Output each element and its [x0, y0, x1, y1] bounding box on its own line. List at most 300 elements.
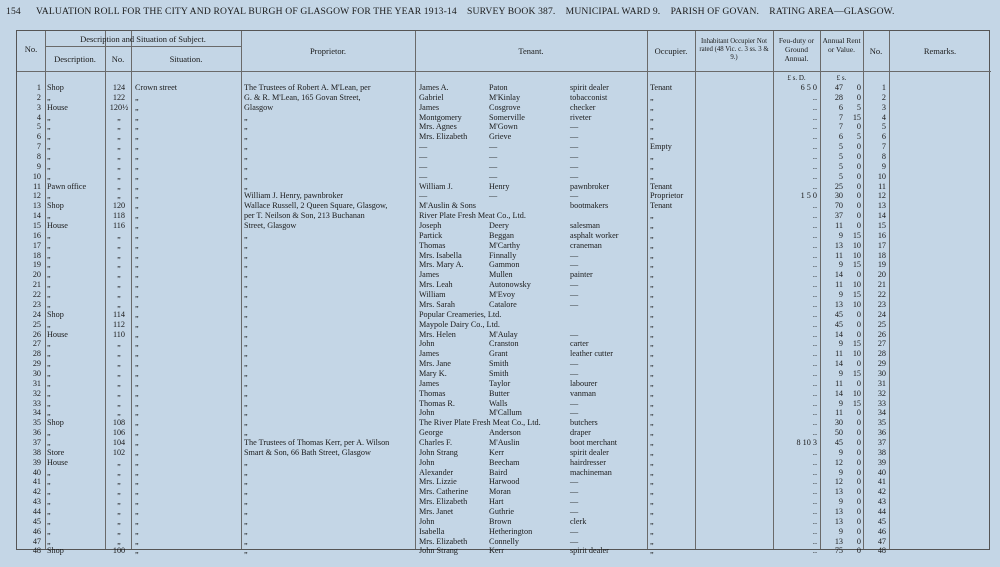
cell-rs: 0 — [856, 418, 861, 428]
cell-no-right: 1 — [881, 83, 886, 92]
cell-p: Street, Glasgow — [244, 221, 297, 231]
cell-rs: 0 — [856, 526, 861, 536]
cell-d: „ — [47, 319, 51, 329]
col-header-no-right: No. — [869, 46, 883, 56]
cell-o: Tenant — [650, 201, 673, 211]
cell-feu: .. — [812, 506, 817, 516]
cell-feu: .. — [812, 250, 817, 260]
cell-feu: .. — [812, 211, 817, 221]
cell-no-right: 6 — [881, 132, 886, 142]
cell-feu: 8 10 3 — [796, 437, 817, 447]
cell-num: „ — [117, 280, 121, 290]
table-row — [17, 418, 991, 428]
cell-tf: John — [419, 516, 435, 526]
cell-rp: 14 — [834, 359, 843, 369]
cell-ts: Kerr — [489, 546, 504, 556]
cell-feu: .. — [812, 526, 817, 536]
cell-ts: Somerville — [489, 112, 525, 122]
cell-rp: 6 — [838, 102, 843, 112]
cell-no-right: 18 — [877, 250, 886, 260]
cell-o: „ — [650, 467, 654, 477]
cell-n: 41 — [32, 477, 41, 487]
cell-d: Shop — [47, 201, 64, 211]
cell-sit: „ — [135, 408, 139, 418]
cell-feu: .. — [812, 290, 817, 300]
cell-rp: 7 — [838, 112, 843, 122]
cell-tt: — — [570, 408, 579, 418]
cell-o: „ — [650, 290, 654, 300]
cell-no-right: 7 — [881, 142, 886, 152]
table-row — [17, 487, 991, 497]
cell-o: „ — [650, 329, 654, 339]
cell-tf: James — [419, 102, 440, 112]
cell-no-right: 26 — [877, 329, 886, 339]
table-row — [17, 241, 991, 251]
cell-ts: Connelly — [489, 536, 520, 546]
table-row — [17, 379, 991, 389]
cell-rs: 0 — [856, 467, 861, 477]
cell-num: „ — [117, 250, 121, 260]
cell-tf: Mrs. Janet — [419, 506, 454, 516]
cell-d: Shop — [47, 546, 64, 556]
cell-tt: carter — [570, 339, 589, 349]
cell-rs: 5 — [856, 102, 861, 112]
cell-d: „ — [47, 240, 51, 250]
cell-ts: Hart — [489, 497, 504, 507]
cell-rs: 0 — [856, 171, 861, 181]
cell-num: 112 — [113, 319, 125, 329]
cell-num: „ — [117, 299, 121, 309]
cell-tf: Mrs. Helen — [419, 329, 456, 339]
table-row — [17, 251, 991, 261]
cell-feu: .. — [812, 152, 817, 162]
cell-num: „ — [117, 497, 121, 507]
cell-rs: 0 — [856, 536, 861, 546]
cell-tf: James — [419, 349, 440, 359]
cell-p: „ — [244, 349, 248, 359]
table-row — [17, 172, 991, 182]
cell-rp: 9 — [838, 260, 843, 270]
cell-o: „ — [650, 240, 654, 250]
cell-tt: — — [570, 122, 579, 132]
cell-num: „ — [117, 161, 121, 171]
cell-sit: „ — [135, 112, 139, 122]
cell-o: „ — [650, 398, 654, 408]
cell-feu: .. — [812, 230, 817, 240]
cell-no-right: 22 — [877, 290, 886, 300]
cell-p: „ — [244, 309, 248, 319]
cell-num: 100 — [112, 546, 126, 556]
cell-tf: James — [419, 270, 440, 280]
cell-rs: 15 — [852, 290, 861, 300]
cell-feu: .. — [812, 181, 817, 191]
cell-n: 26 — [32, 329, 41, 339]
cell-ts: Butter — [489, 388, 510, 398]
cell-rs: 15 — [852, 339, 861, 349]
cell-ts: Baird — [489, 467, 508, 477]
cell-o: „ — [650, 349, 654, 359]
cell-tt: bootmakers — [570, 201, 609, 211]
cell-feu: .. — [812, 122, 817, 132]
table-row — [17, 83, 991, 93]
cell-o: „ — [650, 339, 654, 349]
cell-n: 15 — [32, 221, 41, 231]
cell-sit: „ — [135, 349, 139, 359]
cell-o: „ — [650, 230, 654, 240]
cell-o: „ — [650, 270, 654, 280]
cell-p: „ — [244, 230, 248, 240]
cell-sit: Crown street — [135, 83, 178, 92]
cell-n: 31 — [32, 378, 41, 388]
cell-tt: pawnbroker — [570, 181, 610, 191]
cell-rs: 0 — [856, 92, 861, 102]
cell-p: „ — [244, 497, 248, 507]
table-row — [17, 477, 991, 487]
cell-n: 44 — [32, 506, 41, 516]
cell-num: „ — [117, 398, 121, 408]
cell-no-right: 31 — [877, 378, 886, 388]
cell-rs: 10 — [852, 240, 861, 250]
cell-num: 104 — [112, 437, 126, 447]
cell-p: Wallace Russell, 2 Queen Square, Glasgow, — [244, 201, 388, 211]
cell-p: „ — [244, 398, 248, 408]
cell-tf: — — [419, 191, 428, 201]
cell-no-right: 30 — [877, 368, 886, 378]
cell-tf: James — [419, 378, 440, 388]
cell-ts: Gammon — [489, 260, 520, 270]
cell-tf: Mrs. Jane — [419, 359, 451, 369]
cell-tf: Joseph — [419, 221, 442, 231]
cell-no-right: 24 — [877, 309, 886, 319]
cell-d: „ — [47, 122, 51, 132]
cell-rs: 0 — [856, 142, 861, 152]
cell-sit: „ — [135, 181, 139, 191]
cell-o: „ — [650, 359, 654, 369]
cell-n: 46 — [32, 526, 41, 536]
cell-feu: .. — [812, 497, 817, 507]
cell-no-right: 2 — [881, 92, 886, 102]
cell-tf: James A. — [419, 83, 449, 92]
cell-feu: .. — [812, 418, 817, 428]
cell-n: 38 — [32, 447, 41, 457]
cell-no-right: 27 — [877, 339, 886, 349]
cell-num: „ — [117, 388, 121, 398]
cell-feu: .. — [812, 398, 817, 408]
cell-p: „ — [244, 339, 248, 349]
cell-sit: „ — [135, 506, 139, 516]
cell-d: House — [47, 221, 68, 231]
cell-rp: 28 — [834, 92, 843, 102]
cell-n: 47 — [32, 536, 41, 546]
table-row — [17, 191, 991, 201]
cell-tf: — — [419, 152, 428, 162]
cell-no-right: 32 — [877, 388, 886, 398]
cell-tf: Maypole Dairy Co., Ltd. — [419, 319, 500, 329]
cell-n: 10 — [32, 171, 41, 181]
cell-num: „ — [117, 526, 121, 536]
cell-no-right: 34 — [877, 408, 886, 418]
cell-o: „ — [650, 221, 654, 231]
cell-sit: „ — [135, 201, 139, 211]
cell-o: „ — [650, 536, 654, 546]
roll-title: VALUATION ROLL FOR THE CITY AND ROYAL BURGH OF GLASGOW FOR THE YEAR 1913-14 — [35, 6, 457, 17]
cell-no-right: 25 — [877, 319, 886, 329]
cell-o: „ — [650, 211, 654, 221]
cell-rs: 0 — [856, 447, 861, 457]
cell-tf: Thomas R. — [419, 398, 455, 408]
cell-d: „ — [47, 290, 51, 300]
cell-feu: .. — [812, 92, 817, 102]
cell-sit: „ — [135, 457, 139, 467]
cell-p: „ — [244, 132, 248, 142]
cell-ts: Beggan — [489, 230, 515, 240]
cell-tf: Mary K. — [419, 368, 447, 378]
cell-p: „ — [244, 516, 248, 526]
cell-rp: 5 — [838, 171, 843, 181]
cell-rp: 13 — [834, 487, 843, 497]
cell-p: „ — [244, 171, 248, 181]
cell-ts: Guthrie — [489, 506, 515, 516]
table-row — [17, 389, 991, 399]
cell-tt: — — [570, 536, 579, 546]
cell-ts: Smith — [489, 359, 509, 369]
cell-tt: — — [570, 477, 579, 487]
cell-feu: .. — [812, 546, 817, 556]
table-row — [17, 330, 991, 340]
table-row — [17, 211, 991, 221]
cell-tf: — — [419, 171, 428, 181]
cell-o: Proprietor — [650, 191, 684, 201]
table-row — [17, 231, 991, 241]
cell-rs: 0 — [856, 211, 861, 221]
table-row — [17, 113, 991, 123]
cell-tf: Thomas — [419, 240, 446, 250]
cell-n: 28 — [32, 349, 41, 359]
cell-ts: — — [489, 152, 498, 162]
table-row — [17, 221, 991, 231]
cell-tt: salesman — [570, 221, 601, 231]
cell-num: „ — [117, 181, 121, 191]
cell-d: „ — [47, 250, 51, 260]
rating-area: RATING AREA—GLASGOW. — [769, 6, 895, 17]
cell-tt: craneman — [570, 240, 602, 250]
cell-p: The Trustees of Thomas Kerr, per A. Wilson — [244, 437, 390, 447]
table-row — [17, 497, 991, 507]
cell-rp: 70 — [834, 201, 843, 211]
cell-d: „ — [47, 191, 51, 201]
cell-rs: 10 — [852, 250, 861, 260]
cell-n: 22 — [32, 290, 41, 300]
cell-sit: „ — [135, 536, 139, 546]
cell-d: House — [47, 102, 68, 112]
cell-rs: 10 — [852, 388, 861, 398]
cell-sit: „ — [135, 102, 139, 112]
cell-rs: 0 — [856, 457, 861, 467]
cell-tt: — — [570, 191, 579, 201]
cell-no-right: 12 — [877, 191, 886, 201]
cell-sit: „ — [135, 211, 139, 221]
cell-d: „ — [47, 359, 51, 369]
cell-rp: 30 — [834, 418, 843, 428]
cell-d: „ — [47, 428, 51, 438]
cell-tf: — — [419, 161, 428, 171]
cell-rs: 0 — [856, 319, 861, 329]
cell-tf: John — [419, 339, 435, 349]
cell-n: 17 — [32, 240, 41, 250]
parish: PARISH OF GOVAN. — [670, 6, 760, 17]
cell-no-right: 9 — [881, 161, 886, 171]
cell-tt: — — [570, 142, 579, 152]
cell-rp: 37 — [834, 211, 843, 221]
cell-sit: „ — [135, 240, 139, 250]
cell-rs: 0 — [856, 477, 861, 487]
cell-tt: spirit dealer — [570, 83, 609, 92]
cell-ts: Paton — [489, 83, 508, 92]
cell-num: „ — [117, 506, 121, 516]
cell-tf: William — [419, 290, 446, 300]
cell-tt: — — [570, 359, 579, 369]
table-row — [17, 300, 991, 310]
cell-rs: 0 — [856, 546, 861, 556]
cell-rp: 5 — [838, 142, 843, 152]
cell-ts: Anderson — [489, 428, 521, 438]
cell-no-right: 28 — [877, 349, 886, 359]
cell-p: „ — [244, 329, 248, 339]
cell-no-right: 43 — [877, 497, 886, 507]
table-row — [17, 399, 991, 409]
cell-tf: Charles F. — [419, 437, 453, 447]
cell-num: „ — [117, 359, 121, 369]
rent-units: £ s. — [836, 74, 847, 82]
cell-o: „ — [650, 122, 654, 132]
cell-ts: M'Aulay — [489, 329, 518, 339]
cell-sit: „ — [135, 299, 139, 309]
cell-d: „ — [47, 230, 51, 240]
cell-feu: .. — [812, 280, 817, 290]
cell-rp: 45 — [834, 437, 843, 447]
cell-p: „ — [244, 418, 248, 428]
cell-rs: 0 — [856, 152, 861, 162]
cell-sit: „ — [135, 290, 139, 300]
cell-rp: 14 — [834, 329, 843, 339]
col-header-inhabitant: Inhabitant Occupier Not rated (48 Vic. c. 3 ss. 3 & 9.) — [699, 38, 769, 61]
survey-book: SURVEY BOOK 387. — [467, 6, 556, 17]
cell-sit: „ — [135, 309, 139, 319]
cell-o: „ — [650, 437, 654, 447]
cell-n: 43 — [32, 497, 41, 507]
cell-n: 34 — [32, 408, 41, 418]
cell-tf: George — [419, 428, 443, 438]
cell-num: „ — [117, 349, 121, 359]
cell-sit: „ — [135, 546, 139, 556]
cell-tt: — — [570, 171, 579, 181]
cell-p: „ — [244, 359, 248, 369]
cell-tf: Isabella — [419, 526, 445, 536]
cell-sit: „ — [135, 359, 139, 369]
cell-no-right: 38 — [877, 447, 886, 457]
cell-tf: Mrs. Catherine — [419, 487, 469, 497]
cell-d: „ — [47, 437, 51, 447]
cell-tf: John Strang — [419, 546, 458, 556]
cell-no-right: 33 — [877, 398, 886, 408]
cell-d: Shop — [47, 309, 64, 319]
cell-d: „ — [47, 398, 51, 408]
cell-ts: — — [489, 191, 498, 201]
table-row — [17, 349, 991, 359]
cell-tt: spirit dealer — [570, 546, 609, 556]
cell-p: „ — [244, 122, 248, 132]
cell-feu: .. — [812, 329, 817, 339]
cell-p: „ — [244, 467, 248, 477]
cell-sit: „ — [135, 398, 139, 408]
cell-rs: 0 — [856, 378, 861, 388]
cell-p: G. & R. M'Lean, 165 Govan Street, — [244, 92, 361, 102]
cell-num: „ — [117, 230, 121, 240]
cell-n: 9 — [36, 161, 41, 171]
cell-rs: 10 — [852, 280, 861, 290]
cell-rp: 13 — [834, 240, 843, 250]
cell-p: „ — [244, 250, 248, 260]
cell-p: „ — [244, 152, 248, 162]
cell-no-right: 21 — [877, 280, 886, 290]
cell-n: 1 — [36, 83, 41, 92]
cell-feu: .. — [812, 299, 817, 309]
cell-d: House — [47, 457, 68, 467]
header-rule — [17, 71, 991, 72]
cell-ts: M'Kinlay — [489, 92, 521, 102]
cell-tt: — — [570, 152, 579, 162]
cell-n: 11 — [33, 181, 41, 191]
cell-no-right: 15 — [877, 221, 886, 231]
cell-tt: hairdresser — [570, 457, 606, 467]
cell-rp: 45 — [834, 309, 843, 319]
cell-feu: .. — [812, 487, 817, 497]
cell-sit: „ — [135, 487, 139, 497]
cell-tf: Thomas — [419, 388, 446, 398]
cell-sit: „ — [135, 388, 139, 398]
cell-tf: River Plate Fresh Meat Co., Ltd. — [419, 211, 526, 221]
cell-no-right: 46 — [877, 526, 886, 536]
cell-p: „ — [244, 526, 248, 536]
cell-d: „ — [47, 368, 51, 378]
cell-sit: „ — [135, 467, 139, 477]
cell-o: „ — [650, 250, 654, 260]
cell-rs: 15 — [852, 112, 861, 122]
cell-d: „ — [47, 161, 51, 171]
cell-rp: 11 — [835, 221, 843, 231]
cell-no-right: 13 — [877, 201, 886, 211]
cell-o: „ — [650, 92, 654, 102]
cell-tt: riveter — [570, 112, 592, 122]
cell-n: 21 — [32, 280, 41, 290]
cell-n: 4 — [36, 112, 41, 122]
cell-rp: 9 — [838, 398, 843, 408]
cell-n: 6 — [36, 132, 41, 142]
cell-o: „ — [650, 280, 654, 290]
cell-sit: „ — [135, 260, 139, 270]
cell-o: „ — [650, 368, 654, 378]
table-row — [17, 103, 991, 113]
cell-o: „ — [650, 309, 654, 319]
cell-ts: Cranston — [489, 339, 519, 349]
cell-o: „ — [650, 132, 654, 142]
table-row — [17, 507, 991, 517]
cell-rp: 11 — [835, 378, 843, 388]
cell-tt: draper — [570, 428, 591, 438]
cell-ts: Mullen — [489, 270, 513, 280]
cell-tf: M'Auslin & Sons — [419, 201, 476, 211]
cell-no-right: 19 — [877, 260, 886, 270]
